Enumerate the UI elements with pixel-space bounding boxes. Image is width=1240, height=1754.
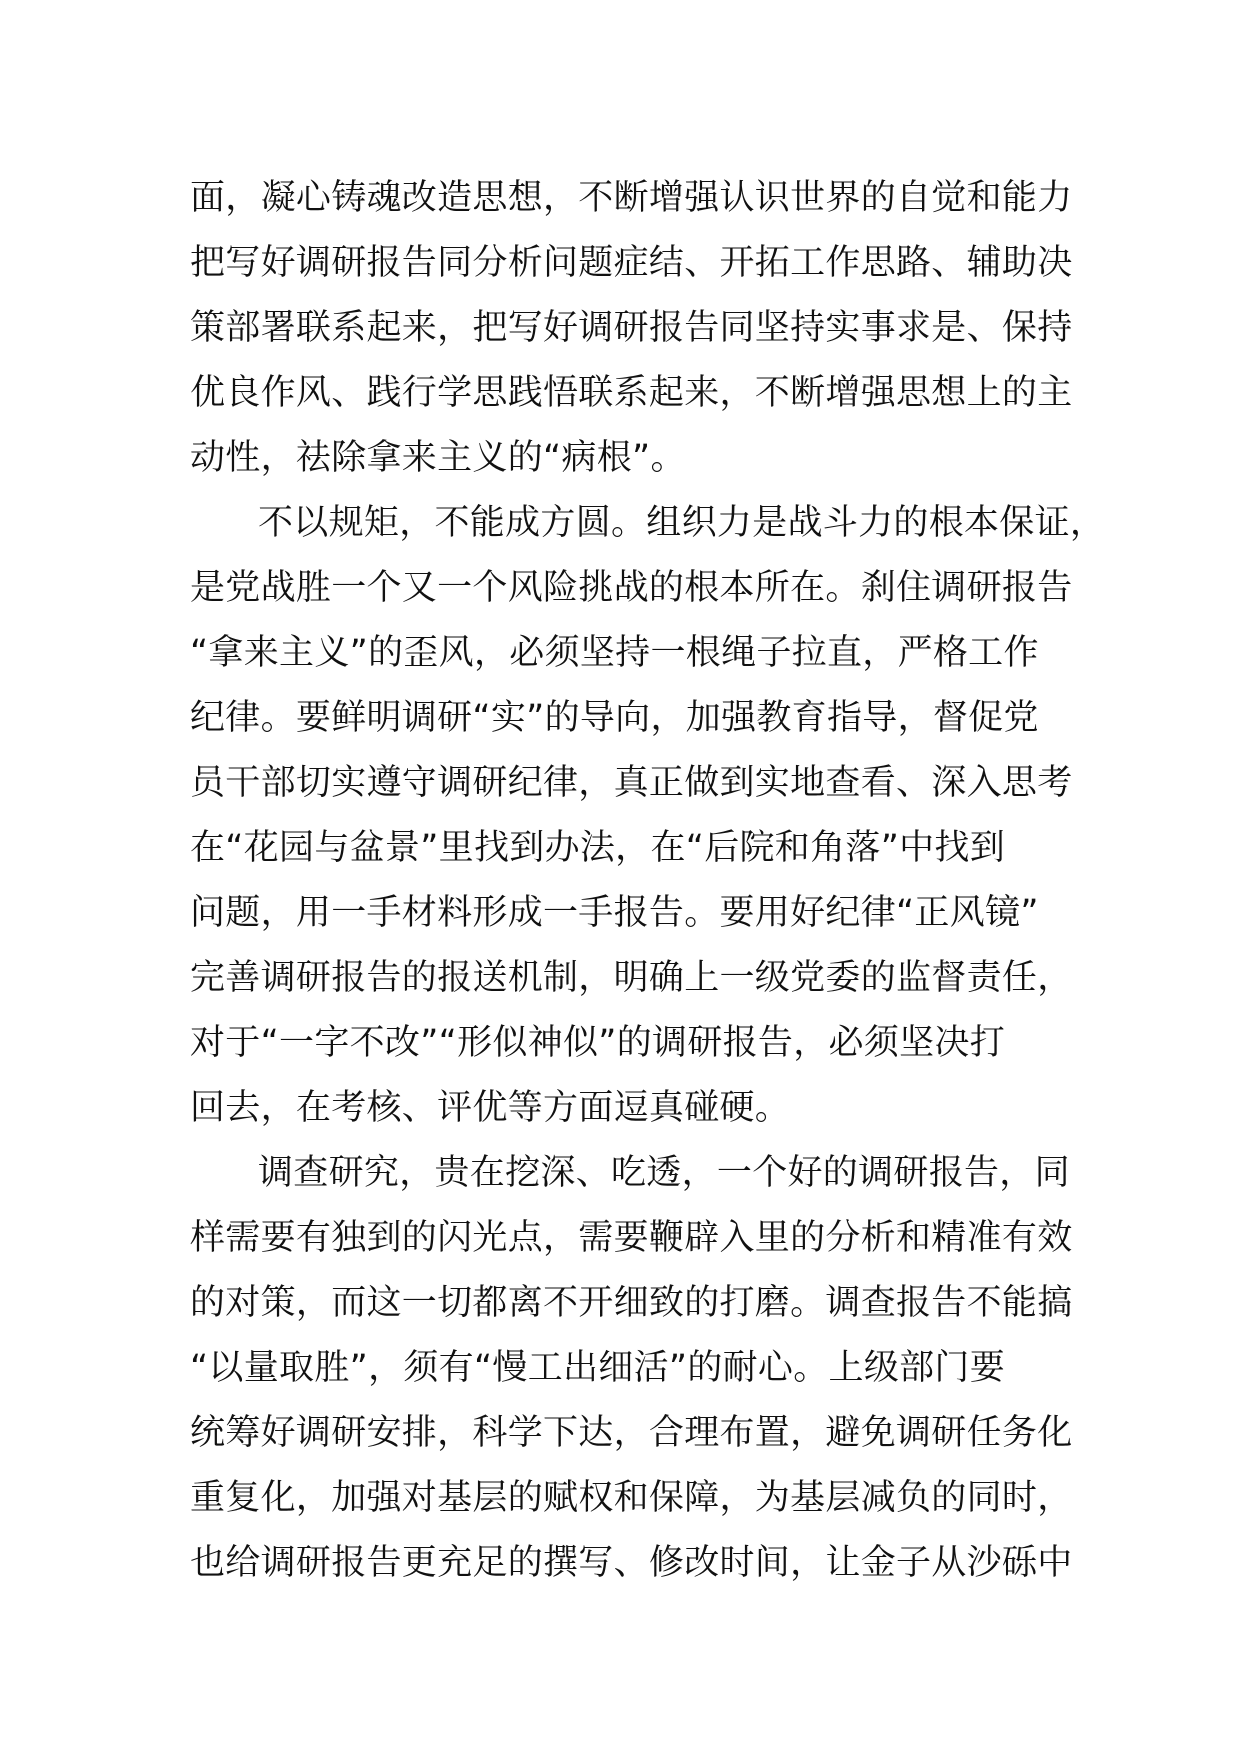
text-line: 员干部切实遵守调研纪律，真正做到实地查看、深入思考 — [190, 763, 1073, 803]
text-line: 纪律。要鲜明调研“实”的导向，加强教育指导，督促党 — [190, 698, 1039, 738]
text-line: 策部署联系起来，把写好调研报告同坚持实事求是、保持 — [190, 308, 1073, 348]
text-line: 动性，祛除拿来主义的“病根”。 — [190, 438, 686, 478]
text-line: 回去，在考核、评优等方面逗真碰硬。 — [190, 1088, 791, 1128]
document-body — [190, 166, 1106, 1596]
text-line: 样需要有独到的闪光点，需要鞭辟入里的分析和精准有效 — [190, 1218, 1073, 1258]
text-line: 面，凝心铸魂改造思想，不断增强认识世界的自觉和能力 — [190, 178, 1073, 218]
paragraph-first-line: 调查研究，贵在挖深、吃透，一个好的调研报告，同 — [258, 1153, 1070, 1193]
paragraph-first-line: 不以规矩，不能成方圆。组织力是战斗力的根本保证， — [258, 503, 1106, 543]
text-line: 对于“一字不改”“形似神似”的调研报告，必须坚决打 — [190, 1023, 1006, 1063]
text-line: 问题，用一手材料形成一手报告。要用好纪律“正风镜” — [190, 893, 1039, 933]
text-line: 的对策，而这一切都离不开细致的打磨。调查报告不能搞 — [190, 1283, 1073, 1323]
text-line: 重复化，加强对基层的赋权和保障，为基层减负的同时， — [190, 1478, 1073, 1518]
text-line: 把写好调研报告同分析问题症结、开拓工作思路、辅助决 — [190, 243, 1073, 283]
text-line: 统筹好调研安排，科学下达，合理布置，避免调研任务化 — [190, 1413, 1073, 1453]
text-line: “以量取胜”，须有“慢工出细活”的耐心。上级部门要 — [190, 1348, 1006, 1388]
text-line: 也给调研报告更充足的撰写、修改时间，让金子从沙砾中 — [190, 1543, 1073, 1583]
text-line: 在“花园与盆景”里找到办法，在“后院和角落”中找到 — [190, 828, 1006, 868]
text-line: 完善调研报告的报送机制，明确上一级党委的监督责任， — [190, 958, 1073, 998]
text-line: 是党战胜一个又一个风险挑战的根本所在。刹住调研报告 — [190, 568, 1073, 608]
text-line: 优良作风、践行学思践悟联系起来，不断增强思想上的主 — [190, 373, 1073, 413]
text-line: “拿来主义”的歪风，必须坚持一根绳子拉直，严格工作 — [190, 633, 1039, 673]
